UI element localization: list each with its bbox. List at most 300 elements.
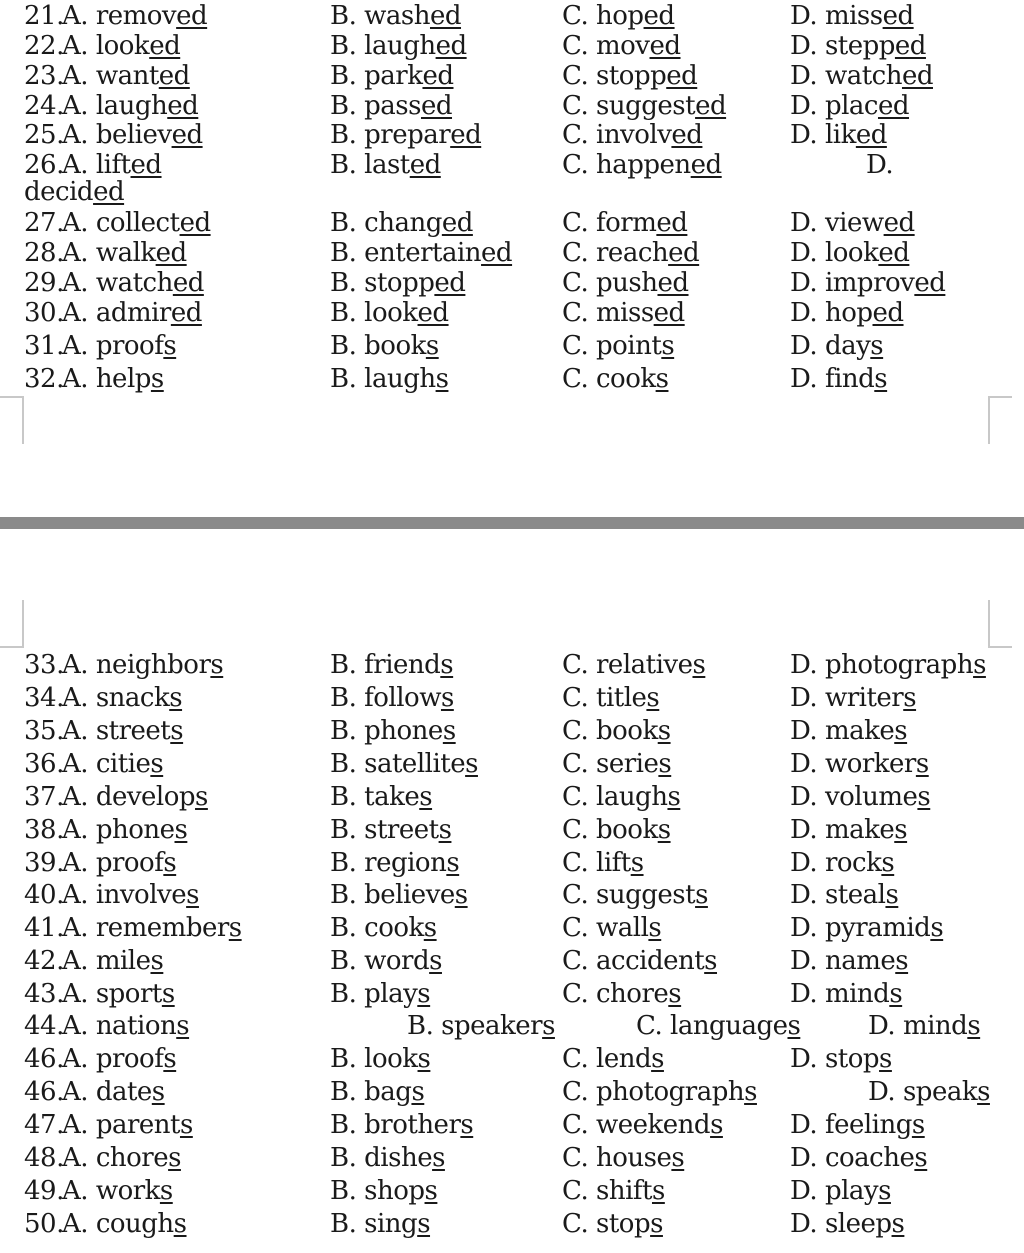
option-word-stem: sleep xyxy=(824,1209,892,1239)
question-number: 28. xyxy=(24,238,64,268)
option-label: D. xyxy=(790,31,818,61)
option-a xyxy=(62,120,203,150)
option-word-stem: stepp xyxy=(824,31,895,61)
option-word-stem: book xyxy=(364,331,426,361)
option-d xyxy=(790,31,926,61)
option-word-stem: street xyxy=(95,716,171,746)
question-number: 46. xyxy=(24,1077,64,1107)
option-label: C. xyxy=(562,913,589,943)
option-word-stem: name xyxy=(824,946,896,976)
option-a xyxy=(62,1143,181,1173)
option-word-stem: play xyxy=(824,1176,879,1206)
option-word-ending: ed xyxy=(668,238,700,268)
option-word-ending: s xyxy=(870,331,884,361)
option-label: D. xyxy=(868,1011,896,1041)
option-label: D. xyxy=(790,815,818,845)
question-number: 29. xyxy=(24,268,64,298)
option-word-stem: speak xyxy=(902,1077,978,1107)
option-word-stem: watch xyxy=(95,268,173,298)
option-word-ending: s xyxy=(442,716,456,746)
question-number: 49. xyxy=(24,1176,64,1206)
option-label: C. xyxy=(562,208,589,238)
option-b xyxy=(330,880,468,910)
option-a xyxy=(62,1044,176,1074)
option-label: D. xyxy=(790,650,818,680)
option-word-ending: s xyxy=(425,331,439,361)
option-word-ending: s xyxy=(895,946,909,976)
question-number: 48. xyxy=(24,1143,64,1173)
option-a xyxy=(62,61,190,91)
option-label: A. xyxy=(62,716,89,746)
option-word-ending: s xyxy=(891,1209,905,1239)
question-row xyxy=(0,749,1024,779)
option-word-stem: improv xyxy=(824,268,915,298)
option-word-stem: make xyxy=(824,815,895,845)
option-d xyxy=(790,268,945,298)
option-word-ending: s xyxy=(151,1077,165,1107)
option-word-stem: shop xyxy=(364,1176,425,1206)
option-word-ending: ed xyxy=(179,208,211,238)
option-c xyxy=(562,150,722,180)
option-label: B. xyxy=(330,782,357,812)
question-row xyxy=(0,331,1024,361)
question-number: 42. xyxy=(24,946,64,976)
question-number: 26. xyxy=(24,150,64,180)
option-word-stem: wash xyxy=(364,1,430,31)
option-word-stem: accident xyxy=(596,946,705,976)
option-label: C. xyxy=(562,31,589,61)
option-word-ending: s xyxy=(894,716,908,746)
option-word-stem: hop xyxy=(824,298,873,328)
option-word-stem: reach xyxy=(596,238,669,268)
option-word-stem: hop xyxy=(596,1,644,31)
option-word-stem: suggest xyxy=(596,880,696,910)
option-label: C. xyxy=(562,683,589,713)
option-label: B. xyxy=(330,61,357,91)
option-label: A. xyxy=(62,913,89,943)
option-label: C. xyxy=(562,1044,589,1074)
option-b xyxy=(330,1176,437,1206)
option-c xyxy=(562,298,685,328)
option-a xyxy=(62,331,176,361)
question-row xyxy=(0,208,1024,238)
option-word-ending: s xyxy=(630,848,644,878)
option-word-ending: s xyxy=(744,1077,757,1107)
option-word-stem: collect xyxy=(95,208,180,238)
option-word-ending: s xyxy=(661,331,675,361)
option-label: A. xyxy=(62,880,89,910)
option-word-stem: believ xyxy=(95,120,172,150)
option-label: B. xyxy=(330,979,357,1009)
option-word-stem: remov xyxy=(95,1,177,31)
option-word-ending: s xyxy=(161,979,175,1009)
option-d xyxy=(790,1,914,31)
option-label: A. xyxy=(62,91,89,121)
option-c xyxy=(562,208,687,238)
question-number: 34. xyxy=(24,683,64,713)
option-b xyxy=(330,268,465,298)
option-a xyxy=(62,1110,193,1140)
option-c xyxy=(562,749,671,779)
option-word-ending: s xyxy=(894,815,908,845)
option-word-ending: ed xyxy=(657,268,689,298)
option-word-ending: s xyxy=(432,1143,445,1173)
question-row xyxy=(0,1011,1024,1041)
option-word-stem: look xyxy=(824,238,879,268)
option-label: B. xyxy=(330,848,357,878)
option-word-ending: s xyxy=(424,1176,438,1206)
option-label: D. xyxy=(868,1077,896,1107)
option-word-ending: ed xyxy=(883,208,915,238)
option-label: C. xyxy=(562,1110,589,1140)
option-label: B. xyxy=(330,1209,357,1239)
option-word-ending: s xyxy=(878,1176,891,1206)
question-number: 40. xyxy=(24,880,64,910)
q26-overflow-stem: decid xyxy=(24,177,94,207)
option-d xyxy=(790,848,894,878)
option-d xyxy=(790,91,909,121)
option-word-stem: involve xyxy=(95,880,187,910)
option-word-stem: relative xyxy=(596,650,693,680)
option-label: C. xyxy=(636,1011,663,1041)
option-label: C. xyxy=(562,150,589,180)
option-label: A. xyxy=(62,208,89,238)
option-word-stem: street xyxy=(364,815,439,845)
option-word-ending: s xyxy=(542,1011,555,1041)
option-a xyxy=(62,716,183,746)
option-label: D. xyxy=(790,120,818,150)
option-label: C. xyxy=(562,268,589,298)
option-d xyxy=(790,782,930,812)
option-label: D. xyxy=(790,1,818,31)
question-row xyxy=(0,683,1024,713)
question-row xyxy=(0,1110,1024,1140)
option-label: A. xyxy=(62,1209,89,1239)
option-label: B. xyxy=(330,815,357,845)
question-row xyxy=(0,716,1024,746)
option-a xyxy=(62,208,211,238)
option-label: B. xyxy=(330,268,357,298)
option-word-stem: mile xyxy=(95,946,151,976)
q26-overflow-line xyxy=(0,177,1024,207)
option-label: C. xyxy=(562,880,589,910)
option-label: B. xyxy=(330,749,357,779)
option-word-ending: s xyxy=(879,1044,892,1074)
question-row xyxy=(0,120,1024,150)
option-word-stem: form xyxy=(596,208,657,238)
option-c xyxy=(562,1044,664,1074)
option-word-ending: ed xyxy=(429,1,462,31)
option-label: C. xyxy=(562,120,589,150)
option-label: D. xyxy=(790,946,818,976)
option-a xyxy=(62,782,208,812)
option-word-stem: view xyxy=(824,208,884,238)
option-word-ending: ed xyxy=(167,91,199,121)
option-word-ending: ed xyxy=(855,120,887,150)
option-word-ending: ed xyxy=(149,31,181,61)
option-label: A. xyxy=(62,1110,89,1140)
option-c xyxy=(562,268,689,298)
option-b xyxy=(330,683,454,713)
option-word-ending: s xyxy=(417,1209,431,1239)
option-word-stem: remember xyxy=(95,913,229,943)
option-word-ending: s xyxy=(787,1011,801,1041)
option-c xyxy=(636,1011,800,1041)
option-word-stem: lend xyxy=(596,1044,652,1074)
option-word-stem: phone xyxy=(364,716,443,746)
option-label: C. xyxy=(562,1077,589,1107)
option-c xyxy=(562,61,697,91)
option-word-ending: s xyxy=(704,946,718,976)
option-word-ending: s xyxy=(411,1077,425,1107)
option-b xyxy=(330,364,448,394)
option-word-ending: ed xyxy=(656,208,688,238)
option-word-stem: volume xyxy=(824,782,918,812)
option-label: A. xyxy=(62,61,89,91)
option-c xyxy=(562,1,675,31)
option-word-stem: rock xyxy=(824,848,882,878)
option-word-ending: s xyxy=(150,749,164,779)
option-word-stem: work xyxy=(95,1176,160,1206)
option-label: A. xyxy=(62,946,89,976)
option-word-stem: take xyxy=(364,782,420,812)
option-word-ending: s xyxy=(903,683,917,713)
option-word-ending: s xyxy=(651,1176,665,1206)
question-row xyxy=(0,238,1024,268)
option-b xyxy=(330,1044,430,1074)
option-word-ending: s xyxy=(454,880,468,910)
question-row xyxy=(0,91,1024,121)
question-number: 22. xyxy=(24,31,64,61)
option-c xyxy=(562,979,681,1009)
option-word-stem: look xyxy=(364,1044,418,1074)
option-word-stem: mov xyxy=(596,31,650,61)
option-d xyxy=(790,364,887,394)
option-word-ending: ed xyxy=(882,1,914,31)
option-word-ending: s xyxy=(163,1044,177,1074)
option-word-ending: ed xyxy=(158,61,190,91)
option-word-ending: s xyxy=(915,749,929,779)
option-word-stem: worker xyxy=(824,749,916,779)
option-word-stem: play xyxy=(364,979,418,1009)
option-a xyxy=(62,749,163,779)
option-word-stem: walk xyxy=(95,238,156,268)
option-label: C. xyxy=(562,298,589,328)
question-number: 23. xyxy=(24,61,64,91)
option-word-stem: title xyxy=(596,683,647,713)
option-word-ending: s xyxy=(174,815,188,845)
option-word-stem: stop xyxy=(596,1209,651,1239)
option-word-stem: mind xyxy=(824,979,890,1009)
option-word-stem: proof xyxy=(95,331,164,361)
option-word-stem: pass xyxy=(364,91,421,121)
option-word-stem: entertain xyxy=(364,238,482,268)
option-a xyxy=(62,298,202,328)
option-word-ending: s xyxy=(440,650,454,680)
option-b xyxy=(330,913,437,943)
option-word-stem: push xyxy=(596,268,658,298)
option-word-ending: s xyxy=(695,880,708,910)
option-d xyxy=(790,716,907,746)
option-label: D. xyxy=(790,298,818,328)
option-d xyxy=(790,1044,892,1074)
question-row xyxy=(0,848,1024,878)
option-word-stem: parent xyxy=(95,1110,180,1140)
option-d xyxy=(790,208,915,238)
option-d xyxy=(790,749,929,779)
option-d xyxy=(790,683,916,713)
option-label: D. xyxy=(790,716,818,746)
option-label: D. xyxy=(790,208,818,238)
option-word-ending: s xyxy=(655,364,669,394)
option-word-ending: s xyxy=(911,1110,925,1140)
option-label: A. xyxy=(62,298,89,328)
option-word-stem: weekend xyxy=(596,1110,711,1140)
option-word-stem: neighbor xyxy=(95,650,211,680)
option-a xyxy=(62,1077,165,1107)
option-word-stem: laugh xyxy=(364,31,436,61)
option-b xyxy=(330,91,452,121)
option-c xyxy=(562,650,705,680)
option-d xyxy=(790,946,908,976)
option-word-ending: s xyxy=(658,749,672,779)
option-label: B. xyxy=(330,1044,357,1074)
option-word-ending: s xyxy=(179,1110,193,1140)
option-word-stem: point xyxy=(596,331,662,361)
option-d xyxy=(790,1176,891,1206)
option-word-ending: s xyxy=(159,1176,173,1206)
option-label: B. xyxy=(330,1077,357,1107)
option-word-stem: follow xyxy=(364,683,441,713)
option-word-ending: s xyxy=(648,913,662,943)
option-word-stem: book xyxy=(596,815,658,845)
option-b xyxy=(330,782,432,812)
option-label: D. xyxy=(790,238,818,268)
question-row xyxy=(0,913,1024,943)
option-d xyxy=(866,150,893,180)
option-word-ending: ed xyxy=(671,120,703,150)
option-c xyxy=(562,1209,663,1239)
option-word-stem: happen xyxy=(596,150,691,180)
question-number: 24. xyxy=(24,91,64,121)
option-word-ending: s xyxy=(657,815,671,845)
option-d xyxy=(790,913,943,943)
option-word-ending: ed xyxy=(417,298,449,328)
option-word-ending: s xyxy=(210,650,224,680)
option-word-ending: s xyxy=(646,683,660,713)
question-row xyxy=(0,298,1024,328)
option-word-stem: word xyxy=(364,946,430,976)
option-label: D. xyxy=(790,979,818,1009)
option-word-stem: cook xyxy=(364,913,424,943)
option-label: D. xyxy=(790,880,818,910)
option-c xyxy=(562,120,702,150)
option-a xyxy=(62,650,223,680)
option-c xyxy=(562,91,726,121)
option-word-stem: stopp xyxy=(364,268,435,298)
option-word-stem: involv xyxy=(596,120,672,150)
option-word-stem: miss xyxy=(596,298,654,328)
option-word-ending: s xyxy=(423,913,437,943)
option-word-ending: s xyxy=(917,782,931,812)
option-word-stem: look xyxy=(364,298,418,328)
question-row xyxy=(0,979,1024,1009)
option-c xyxy=(562,946,717,976)
option-label: B. xyxy=(330,208,357,238)
question-row xyxy=(0,815,1024,845)
option-a xyxy=(62,1011,189,1041)
option-word-stem: snack xyxy=(95,683,170,713)
question-row xyxy=(0,782,1024,812)
option-word-stem: nation xyxy=(95,1011,177,1041)
option-b xyxy=(330,716,456,746)
option-d xyxy=(790,979,902,1009)
question-number: 50. xyxy=(24,1209,64,1239)
option-b xyxy=(330,150,441,180)
option-word-ending: s xyxy=(446,848,460,878)
option-word-stem: stop xyxy=(824,1044,880,1074)
page-corner-mark xyxy=(988,396,1012,444)
option-label: B. xyxy=(330,946,357,976)
option-d xyxy=(790,650,986,680)
option-word-ending: ed xyxy=(171,120,203,150)
option-b xyxy=(330,1143,445,1173)
option-b xyxy=(330,31,467,61)
option-word-stem: chang xyxy=(364,208,442,238)
option-word-ending: ed xyxy=(422,61,454,91)
option-label: A. xyxy=(62,1011,89,1041)
option-word-stem: steal xyxy=(824,880,886,910)
question-number: 35. xyxy=(24,716,64,746)
option-b xyxy=(330,1,461,31)
option-label: D. xyxy=(790,848,818,878)
option-label: A. xyxy=(62,150,89,180)
option-word-stem: date xyxy=(95,1077,152,1107)
option-word-stem: sing xyxy=(364,1209,418,1239)
option-label: B. xyxy=(330,364,357,394)
question-number: 31. xyxy=(24,331,64,361)
option-word-stem: friend xyxy=(364,650,441,680)
question-number: 27. xyxy=(24,208,64,238)
q26-overflow-ending: ed xyxy=(93,177,125,207)
option-c xyxy=(562,815,671,845)
question-number: 43. xyxy=(24,979,64,1009)
question-number: 36. xyxy=(24,749,64,779)
option-c xyxy=(562,238,699,268)
option-word-ending: s xyxy=(657,716,671,746)
option-word-stem: want xyxy=(95,61,159,91)
question-row xyxy=(0,364,1024,394)
option-word-stem: make xyxy=(824,716,895,746)
option-label: A. xyxy=(62,1176,89,1206)
option-word-ending: ed xyxy=(894,31,926,61)
option-word-ending: ed xyxy=(643,1,675,31)
option-label: A. xyxy=(62,31,89,61)
question-number: 37. xyxy=(24,782,64,812)
option-b xyxy=(330,120,481,150)
option-c xyxy=(562,782,680,812)
option-d xyxy=(790,1143,927,1173)
option-c xyxy=(562,364,668,394)
option-label: D. xyxy=(790,268,818,298)
option-word-ending: s xyxy=(930,913,944,943)
option-word-ending: s xyxy=(419,782,433,812)
option-b xyxy=(330,61,454,91)
option-word-stem: miss xyxy=(824,1,883,31)
option-label: C. xyxy=(562,91,589,121)
option-word-ending: s xyxy=(435,364,449,394)
question-row xyxy=(0,1176,1024,1206)
